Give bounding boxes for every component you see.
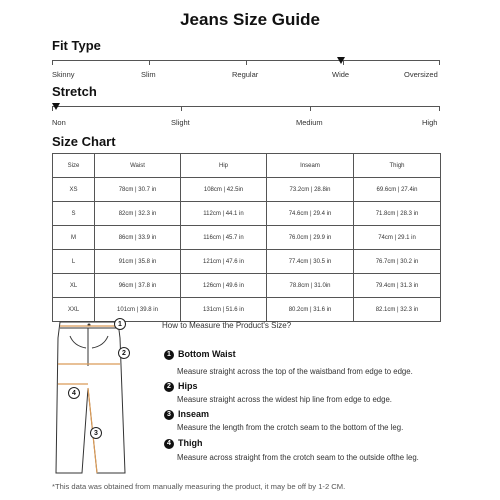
- table-cell: XL: [53, 274, 95, 298]
- fit-type-tick: [439, 60, 440, 65]
- table-cell: 78cm | 30.7 in: [95, 178, 181, 202]
- table-cell: S: [53, 202, 95, 226]
- table-cell: 131cm | 51.6 in: [181, 298, 267, 322]
- table-cell: 121cm | 47.6 in: [181, 250, 267, 274]
- measure-desc-hips: Measure straight across the widest hip line from edge to edge.: [177, 395, 392, 404]
- table-cell: 101cm | 39.8 in: [95, 298, 181, 322]
- measure-number-2: 2: [164, 382, 174, 392]
- table-row: [53, 178, 441, 202]
- stretch-label-slight: Slight: [171, 118, 190, 127]
- table-cell: 80.2cm | 31.6 in: [267, 298, 354, 322]
- table-cell: 76.0cm | 29.9 in: [267, 226, 354, 250]
- table-cell: 74.6cm | 29.4 in: [267, 202, 354, 226]
- front-pocket-left: [70, 336, 86, 348]
- fit-type-label-skinny: Skinny: [52, 70, 75, 79]
- table-cell: 108cm | 42.5in: [181, 178, 267, 202]
- fit-type-tick: [52, 60, 53, 65]
- measure-number-1: 1: [164, 350, 174, 360]
- jeans-outline: [56, 322, 125, 473]
- stretch-label-medium: Medium: [296, 118, 323, 127]
- table-row: [53, 274, 441, 298]
- table-cell: 73.2cm | 28.8in: [267, 178, 354, 202]
- stretch-label-high: High: [422, 118, 438, 127]
- table-cell: 86cm | 33.9 in: [95, 226, 181, 250]
- size-chart-table: [52, 153, 441, 322]
- table-cell: XS: [53, 178, 95, 202]
- callout-3: 3: [90, 427, 102, 439]
- stretch-tick: [439, 106, 440, 111]
- table-cell: XXL: [53, 298, 95, 322]
- measure-desc-thigh: Measure across straight from the crotch seam to the outside ofthe leg.: [177, 453, 419, 462]
- measure-heading-hips: Hips: [178, 381, 198, 391]
- table-cell: 82.1cm | 32.3 in: [354, 298, 441, 322]
- page-title: Jeans Size Guide: [180, 10, 320, 29]
- stretch-tick: [310, 106, 311, 111]
- table-cell: 91cm | 35.8 in: [95, 250, 181, 274]
- measure-heading-inseam: Inseam: [178, 409, 210, 419]
- fit-type-heading: Fit Type: [52, 38, 101, 53]
- measure-heading-bottom-waist: Bottom Waist: [178, 349, 236, 359]
- table-cell: 69.6cm | 27.4in: [354, 178, 441, 202]
- fit-type-tick: [149, 60, 150, 65]
- table-cell: 71.8cm | 28.3 in: [354, 202, 441, 226]
- table-row: [53, 202, 441, 226]
- column-header-thigh: Thigh: [354, 154, 441, 178]
- footnote: *This data was obtained from manually measuring the product, it may be off by 1-2 CM.: [52, 482, 346, 491]
- callout-2: 2: [118, 347, 130, 359]
- stretch-heading: Stretch: [52, 84, 97, 99]
- table-cell: 77.4cm | 30.5 in: [267, 250, 354, 274]
- callout-1: 1: [114, 318, 126, 330]
- fit-type-label-slim: Slim: [141, 70, 156, 79]
- table-cell: L: [53, 250, 95, 274]
- how-to-measure-title: How to Measure the Product's Size?: [162, 321, 292, 330]
- measure-heading-thigh: Thigh: [178, 438, 203, 448]
- stretch-tick: [181, 106, 182, 111]
- table-cell: 74cm | 29.1 in: [354, 226, 441, 250]
- table-cell: 82cm | 32.3 in: [95, 202, 181, 226]
- table-row: [53, 226, 441, 250]
- table-cell: 112cm | 44.1 in: [181, 202, 267, 226]
- column-header-hip: Hip: [181, 154, 267, 178]
- stretch-selected-marker: [52, 103, 60, 110]
- table-cell: 116cm | 45.7 in: [181, 226, 267, 250]
- measure-number-3: 3: [164, 410, 174, 420]
- size-chart-heading: Size Chart: [52, 134, 116, 149]
- table-cell: 126cm | 49.6 in: [181, 274, 267, 298]
- table-cell: 79.4cm | 31.3 in: [354, 274, 441, 298]
- front-pocket-right: [92, 336, 108, 348]
- table-cell: 78.8cm | 31.0in: [267, 274, 354, 298]
- table-cell: 96cm | 37.8 in: [95, 274, 181, 298]
- table-header-row: [53, 154, 441, 178]
- stretch-label-non: Non: [52, 118, 66, 127]
- fit-type-label-regular: Regular: [232, 70, 259, 79]
- table-cell: 76.7cm | 30.2 in: [354, 250, 441, 274]
- stretch-scale-line: [52, 106, 440, 107]
- fit-type-tick: [246, 60, 247, 65]
- measure-number-4: 4: [164, 439, 174, 449]
- table-row: [53, 250, 441, 274]
- column-header-size: Size: [53, 154, 95, 178]
- fit-type-selected-marker: [337, 57, 345, 64]
- table-cell: M: [53, 226, 95, 250]
- jeans-diagram: [40, 318, 140, 478]
- column-header-inseam: Inseam: [267, 154, 354, 178]
- measure-desc-inseam: Measure the length from the crotch seam to the bottom of the leg.: [177, 423, 404, 432]
- column-header-waist: Waist: [95, 154, 181, 178]
- fit-type-label-wide: Wide: [332, 70, 350, 79]
- callout-4: 4: [68, 387, 80, 399]
- measure-desc-bottom-waist: Measure straight across the top of the waistband from edge to edge.: [177, 367, 413, 376]
- fit-type-label-oversized: Oversized: [404, 70, 438, 79]
